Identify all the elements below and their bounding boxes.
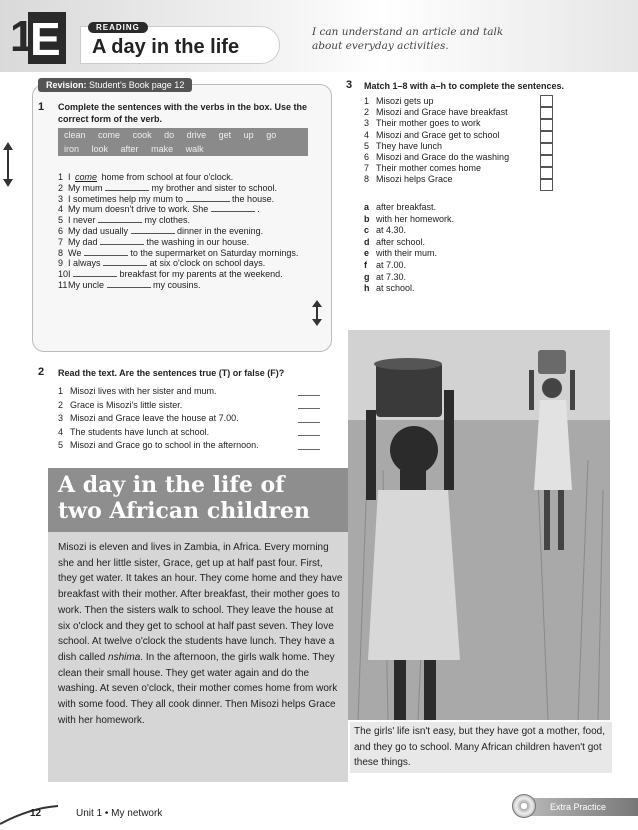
answer-box[interactable]	[540, 155, 553, 167]
verb-word-box	[58, 128, 308, 156]
sentence-start: I always	[68, 258, 104, 269]
sentence-number: 1	[58, 172, 64, 182]
ending-text: at school.	[376, 283, 415, 294]
double-arrow-icon	[3, 142, 13, 187]
answer-box[interactable]	[540, 167, 553, 179]
item-text: Grace is Misozi's little sister.	[70, 399, 183, 410]
sentence-start: We	[68, 247, 84, 258]
match-item	[364, 163, 564, 174]
item-text: Their mother goes to work	[376, 118, 481, 129]
double-arrow-icon	[312, 300, 322, 326]
item-number: 5	[364, 140, 370, 151]
verb-word: walk	[185, 144, 204, 154]
article-title-line-2: two African children	[58, 498, 310, 524]
sentence-row	[58, 280, 320, 291]
item-text: Misozi helps Grace	[376, 174, 453, 185]
verb-word: drive	[186, 130, 207, 140]
ending-item	[364, 225, 564, 237]
ending-text: after school.	[376, 236, 426, 247]
sentence-number: 2	[58, 182, 64, 193]
exercise-3-instruction: Match 1–8 with a–h to complete the sentences.	[364, 81, 565, 91]
ending-text: with her homework.	[376, 213, 455, 224]
item-number: 3	[58, 413, 64, 423]
item-number: 2	[58, 399, 64, 410]
item-number: 1	[58, 386, 64, 396]
lesson-letter: E	[30, 13, 61, 65]
answer-line[interactable]	[298, 426, 320, 437]
answer-box[interactable]	[540, 119, 553, 131]
exercise-2-number: 2	[38, 366, 45, 378]
answer-box[interactable]	[540, 95, 553, 107]
item-text: Misozi gets up	[376, 96, 434, 106]
sentence-number: 7	[58, 236, 64, 247]
ending-item	[364, 272, 564, 284]
verb-word: come	[98, 130, 121, 140]
item-number: 1	[364, 96, 370, 106]
answer-box[interactable]	[540, 107, 553, 119]
photo-illustration	[348, 330, 610, 720]
answer-blank[interactable]	[98, 215, 142, 223]
answer-blank[interactable]	[84, 248, 128, 256]
ending-text: after breakfast.	[376, 202, 437, 212]
answer-blank[interactable]	[73, 269, 117, 277]
answer-blank[interactable]	[131, 226, 175, 234]
sentence-row	[58, 204, 320, 215]
sentence-row	[58, 172, 320, 183]
photo-two-girls-carrying-water	[348, 330, 610, 720]
article-text-2: . In the afternoon, the girls walk home. They clean their small house. They get water again and do the washing. At seven o'clock, their mother comes home from work with some food. They all cook dinner. Then Misozi helps Grace with her homework.	[58, 651, 338, 726]
answer-box[interactable]	[540, 179, 553, 191]
item-number: 7	[364, 163, 370, 174]
verb-word: cook	[132, 130, 152, 140]
answer-blank[interactable]	[211, 204, 255, 212]
exercise-2-instruction: Read the text. Are the sentences true (T) or false (F)?	[58, 368, 285, 378]
true-false-item	[58, 385, 320, 399]
answer-blank[interactable]	[100, 237, 144, 245]
item-text: Misozi lives with her sister and mum.	[70, 386, 217, 396]
exercise-1-instruction: Complete the sentences with the verbs in the box. Use the correct form of the verb.	[58, 102, 308, 124]
item-text: Misozi and Grace leave the house at 7.00.	[70, 413, 239, 423]
exercise-3-endings	[364, 202, 564, 295]
match-item	[364, 141, 564, 152]
exercise-2-list	[58, 385, 320, 453]
footer-unit-label: Unit 1 • My network	[76, 808, 163, 819]
answer-line[interactable]	[298, 399, 320, 410]
answer-line[interactable]	[298, 385, 320, 396]
ending-letter: e	[364, 248, 370, 259]
answer-box[interactable]	[540, 131, 553, 143]
sentence-row	[58, 183, 320, 194]
sentence-end: my cousins.	[150, 279, 201, 290]
item-number: 6	[364, 152, 370, 163]
sentence-number: 8	[58, 247, 64, 258]
item-text: Misozi and Grace get to school	[376, 129, 500, 140]
verb-word: do	[164, 130, 175, 140]
ending-letter: d	[364, 236, 370, 247]
exercise-1-number: 1	[38, 101, 45, 113]
answer-box[interactable]	[540, 143, 553, 155]
item-number: 5	[58, 440, 64, 450]
ending-text: at 7.30.	[376, 271, 407, 282]
ending-letter: b	[364, 213, 370, 224]
exercise-3-number: 3	[346, 79, 353, 91]
answer-line[interactable]	[298, 412, 320, 423]
sentence-row	[58, 226, 320, 237]
item-number: 2	[364, 107, 370, 118]
article-title	[58, 472, 348, 524]
answer-line[interactable]	[298, 439, 320, 450]
sentence-end: my clothes.	[142, 215, 191, 226]
exercise-1-sentences	[58, 172, 320, 291]
sentence-end: breakfast for my parents at the weekend.	[117, 269, 283, 280]
page-number: 12	[30, 808, 42, 819]
section-tag: READING	[88, 22, 148, 33]
answer-blank[interactable]	[107, 280, 151, 288]
sentence-start: My dad	[68, 236, 101, 247]
true-false-item	[58, 412, 320, 426]
match-item	[364, 174, 564, 185]
ending-letter: h	[364, 283, 370, 294]
ending-item	[364, 283, 564, 295]
true-false-item	[58, 426, 320, 440]
match-item	[364, 118, 564, 129]
ending-item	[364, 248, 564, 260]
sentence-end: my brother and sister to school.	[149, 182, 278, 193]
verb-word: go	[266, 130, 277, 140]
verb-word: get up	[218, 130, 254, 140]
true-false-item	[58, 399, 320, 413]
answer-blank[interactable]	[186, 194, 230, 202]
sentence-number: 5	[58, 215, 64, 226]
article-text-1: Misozi is eleven and lives in Zambia, in Africa. Every morning she and her little sister, Grace, get up at half past four. First, they get water. It takes an hour. They come home and they have breakfast with their mother. After breakfast, their mother goes to work. Then the sisters walk to school. They leave the house at six o'clock and they get to school at half past seven. They love school. At twelve o'clock the students have lunch. They have a dish called	[58, 542, 343, 663]
unit-number: 1	[10, 12, 33, 61]
verb-word: clean	[64, 130, 86, 140]
sentence-end: the washing in our house.	[144, 236, 250, 247]
item-text: The students have lunch at school.	[70, 426, 210, 437]
ending-letter: c	[364, 225, 370, 236]
sentence-row	[58, 248, 320, 259]
item-number: 4	[364, 129, 370, 140]
ending-letter: g	[364, 271, 370, 282]
sentence-number: 6	[58, 225, 64, 236]
cd-icon	[512, 794, 536, 818]
sentence-number: 11	[58, 279, 68, 290]
item-text: Misozi and Grace have breakfast	[376, 107, 508, 118]
item-number: 4	[58, 426, 64, 437]
sentence-start: My dad usually	[68, 225, 131, 236]
item-text: Their mother comes home	[376, 163, 482, 174]
sentence-start: I	[68, 269, 74, 280]
sentence-row	[58, 258, 320, 269]
item-text: Misozi and Grace do the washing	[376, 152, 510, 163]
sentence-row	[58, 237, 320, 248]
sentence-start: I	[68, 172, 74, 182]
sentence-start: My mum doesn't drive to work. She	[68, 204, 211, 215]
sentence-number: 10	[58, 269, 69, 280]
revision-tag	[38, 78, 192, 92]
ending-letter: a	[364, 202, 370, 212]
sentence-start: I sometimes help my mum to	[68, 193, 186, 204]
sentence-start: My mum	[68, 182, 105, 193]
sentence-number: 9	[58, 258, 64, 269]
ending-letter: f	[364, 259, 367, 270]
item-text: Misozi and Grace go to school in the afternoon.	[70, 440, 259, 450]
sentence-row	[58, 215, 320, 226]
extra-practice-tab[interactable]: Extra Practice	[520, 798, 638, 816]
match-item	[364, 152, 564, 163]
ending-item	[364, 214, 564, 226]
match-item	[364, 107, 564, 118]
sentence-start: My uncle	[68, 279, 107, 290]
sentence-end: home from school at four o'clock.	[99, 172, 234, 182]
sentence-row	[58, 194, 320, 205]
sentence-end: to the supermarket on Saturday mornings.	[127, 247, 299, 258]
true-false-item	[58, 439, 320, 453]
sentence-start: I never	[68, 215, 99, 226]
sentence-end: at six o'clock on school days.	[147, 258, 266, 269]
ending-text: at 7.00.	[376, 259, 407, 270]
item-number: 3	[364, 118, 370, 129]
match-item	[364, 130, 564, 141]
verb-word: make	[151, 144, 174, 154]
exercise-3-answer-boxes	[540, 95, 553, 191]
verb-word: iron	[64, 144, 80, 154]
lesson-objective: I can understand an article and talk about everyday activities.	[312, 26, 504, 52]
revision-tag-reference: Student's Book page 12	[89, 80, 185, 90]
photo-caption: The girls' life isn't easy, but they have got a mother, food, and they go to school. Many African children haven't got these things.	[350, 722, 612, 773]
revision-tag-label: Revision:	[46, 80, 87, 90]
ending-item	[364, 202, 564, 214]
exercise-3-items	[364, 96, 564, 186]
item-number: 8	[364, 174, 370, 185]
item-text: They have lunch	[376, 140, 443, 151]
answer-blank[interactable]	[105, 183, 149, 191]
ending-item	[364, 260, 564, 272]
article-text-dish: nshima	[108, 651, 141, 663]
sentence-row	[58, 269, 320, 280]
sentence-number: 4	[58, 204, 64, 215]
sentence-example-answer: come	[75, 172, 98, 182]
ending-text: at 4.30.	[376, 225, 407, 236]
article-body	[58, 540, 343, 728]
ending-item	[364, 237, 564, 249]
answer-blank[interactable]	[103, 258, 147, 266]
sentence-end: the house.	[229, 193, 275, 204]
ending-text: with their mum.	[376, 248, 438, 259]
article-title-line-1: A day in the life of	[58, 472, 285, 498]
sentence-end: dinner in the evening.	[174, 225, 264, 236]
page-title: A day in the life	[92, 36, 240, 58]
verb-word: look after	[91, 144, 139, 154]
sentence-end: .	[254, 204, 260, 215]
match-item	[364, 96, 564, 107]
sentence-number: 3	[58, 193, 64, 204]
